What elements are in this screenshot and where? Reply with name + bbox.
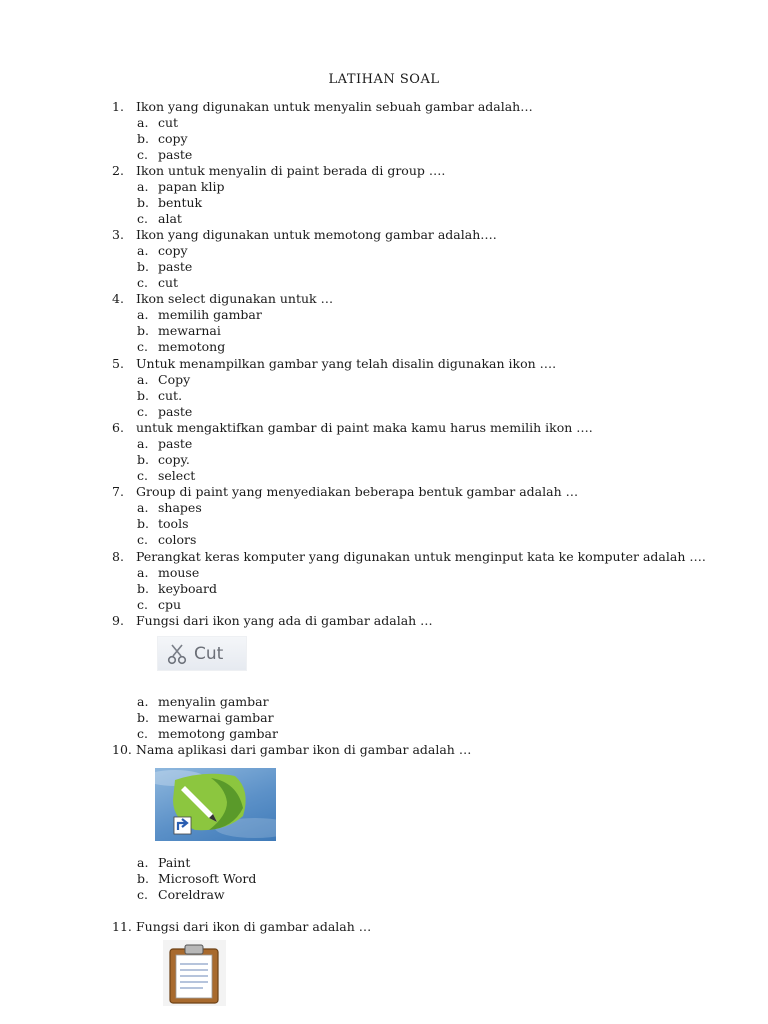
option-letter: a. [137, 565, 149, 580]
option-text: colors [158, 532, 197, 547]
option-7c [137, 532, 196, 547]
option-3c [137, 275, 178, 290]
question-5 [112, 356, 556, 371]
question-7 [112, 484, 578, 499]
question-text: Ikon yang digunakan untuk memotong gambar adalah…. [136, 227, 497, 242]
question-number: 9. [112, 613, 124, 628]
option-10c [137, 887, 225, 902]
option-8b [137, 581, 217, 596]
question-1 [112, 99, 533, 114]
option-text: select [158, 468, 196, 483]
option-letter: b. [137, 452, 149, 467]
option-letter: c. [137, 404, 148, 419]
option-1b [137, 131, 188, 146]
option-text: Microsoft Word [158, 871, 257, 886]
option-text: copy. [158, 452, 190, 467]
scissors-icon [166, 643, 188, 665]
question-number: 4. [112, 291, 124, 306]
question-text: Untuk menampilkan gambar yang telah disalin digunakan ikon …. [136, 356, 557, 371]
cut-image-label: Cut [194, 643, 224, 664]
question-9 [112, 613, 433, 628]
option-text: menyalin gambar [158, 694, 269, 709]
question-11 [112, 919, 371, 934]
option-8a [137, 565, 199, 580]
option-text: mouse [158, 565, 200, 580]
option-1c [137, 147, 192, 162]
option-letter: a. [137, 243, 149, 258]
option-letter: c. [137, 339, 148, 354]
option-2a [137, 179, 225, 194]
option-letter: b. [137, 323, 149, 338]
option-letter: b. [137, 581, 149, 596]
option-letter: a. [137, 115, 149, 130]
option-letter: b. [137, 871, 149, 886]
question-text: Fungsi dari ikon di gambar adalah … [136, 919, 372, 934]
option-text: cut [158, 275, 179, 290]
option-letter: c. [137, 887, 148, 902]
option-text: copy [158, 131, 188, 146]
option-5c [137, 404, 192, 419]
option-letter: c. [137, 147, 148, 162]
question-text: Ikon untuk menyalin di paint berada di group …. [136, 163, 446, 178]
option-letter: c. [137, 532, 148, 547]
option-10b [137, 871, 256, 886]
option-10a [137, 855, 190, 870]
option-6a [137, 436, 192, 451]
option-letter: a. [137, 694, 149, 709]
coreldraw-icon-image [155, 768, 276, 841]
option-5b [137, 388, 182, 403]
option-text: tools [158, 516, 189, 531]
option-text: alat [158, 211, 182, 226]
option-text: paste [158, 436, 193, 451]
option-letter: b. [137, 259, 149, 274]
option-8c [137, 597, 181, 612]
option-9a [137, 694, 269, 709]
question-text: Nama aplikasi dari gambar ikon di gambar adalah … [136, 742, 472, 757]
option-text: Paint [158, 855, 191, 870]
question-text: Perangkat keras komputer yang digunakan untuk menginput kata ke komputer adalah …. [136, 549, 706, 564]
question-number: 5. [112, 356, 124, 371]
question-10 [112, 742, 471, 757]
option-4b [137, 323, 221, 338]
option-7a [137, 500, 202, 515]
option-letter: a. [137, 855, 149, 870]
option-text: cut. [158, 388, 183, 403]
question-3 [112, 227, 497, 242]
option-text: cut [158, 115, 179, 130]
option-text: mewarnai gambar [158, 710, 274, 725]
page-title: LATIHAN SOAL [328, 72, 440, 87]
option-letter: b. [137, 195, 149, 210]
question-text: Group di paint yang menyediakan beberapa bentuk gambar adalah … [136, 484, 579, 499]
option-letter: b. [137, 710, 149, 725]
option-letter: b. [137, 131, 149, 146]
option-letter: c. [137, 726, 148, 741]
question-number: 11. [112, 919, 132, 934]
option-text: cpu [158, 597, 182, 612]
option-9b [137, 710, 274, 725]
option-text: memotong [158, 339, 226, 354]
option-4c [137, 339, 225, 354]
option-2c [137, 211, 182, 226]
question-4 [112, 291, 333, 306]
question-number: 3. [112, 227, 124, 242]
option-7b [137, 516, 189, 531]
question-number: 1. [112, 99, 124, 114]
option-letter: a. [137, 372, 149, 387]
question-2 [112, 163, 445, 178]
option-5a [137, 372, 190, 387]
question-text: Fungsi dari ikon yang ada di gambar adalah … [136, 613, 433, 628]
option-text: copy [158, 243, 188, 258]
option-text: Coreldraw [158, 887, 225, 902]
clipboard-icon-image [163, 940, 226, 1006]
cut-button-image [157, 636, 247, 671]
coreldraw-logo-icon [155, 768, 276, 841]
question-6 [112, 420, 593, 435]
question-8 [112, 549, 706, 564]
question-number: 6. [112, 420, 124, 435]
option-letter: a. [137, 307, 149, 322]
option-text: shapes [158, 500, 202, 515]
option-letter: a. [137, 436, 149, 451]
option-3b [137, 259, 192, 274]
option-6c [137, 468, 195, 483]
option-text: keyboard [158, 581, 217, 596]
question-text: Ikon select digunakan untuk … [136, 291, 334, 306]
option-text: memilih gambar [158, 307, 262, 322]
option-letter: b. [137, 516, 149, 531]
option-9c [137, 726, 278, 741]
option-6b [137, 452, 190, 467]
option-letter: a. [137, 179, 149, 194]
option-1a [137, 115, 178, 130]
question-text: untuk mengaktifkan gambar di paint maka kamu harus memilih ikon …. [136, 420, 593, 435]
option-3a [137, 243, 188, 258]
question-number: 7. [112, 484, 124, 499]
option-4a [137, 307, 262, 322]
option-text: paste [158, 147, 193, 162]
option-text: papan klip [158, 179, 225, 194]
option-text: bentuk [158, 195, 203, 210]
question-text: Ikon yang digunakan untuk menyalin sebuah gambar adalah… [136, 99, 533, 114]
option-text: Copy [158, 372, 191, 387]
option-2b [137, 195, 202, 210]
option-letter: b. [137, 388, 149, 403]
option-letter: a. [137, 500, 149, 515]
option-text: paste [158, 404, 193, 419]
option-text: memotong gambar [158, 726, 278, 741]
question-number: 2. [112, 163, 124, 178]
question-number: 8. [112, 549, 124, 564]
option-letter: c. [137, 597, 148, 612]
option-letter: c. [137, 275, 148, 290]
option-letter: c. [137, 211, 148, 226]
option-letter: c. [137, 468, 148, 483]
option-text: paste [158, 259, 193, 274]
option-text: mewarnai [158, 323, 221, 338]
clipboard-icon [163, 940, 226, 1006]
question-number: 10. [112, 742, 132, 757]
